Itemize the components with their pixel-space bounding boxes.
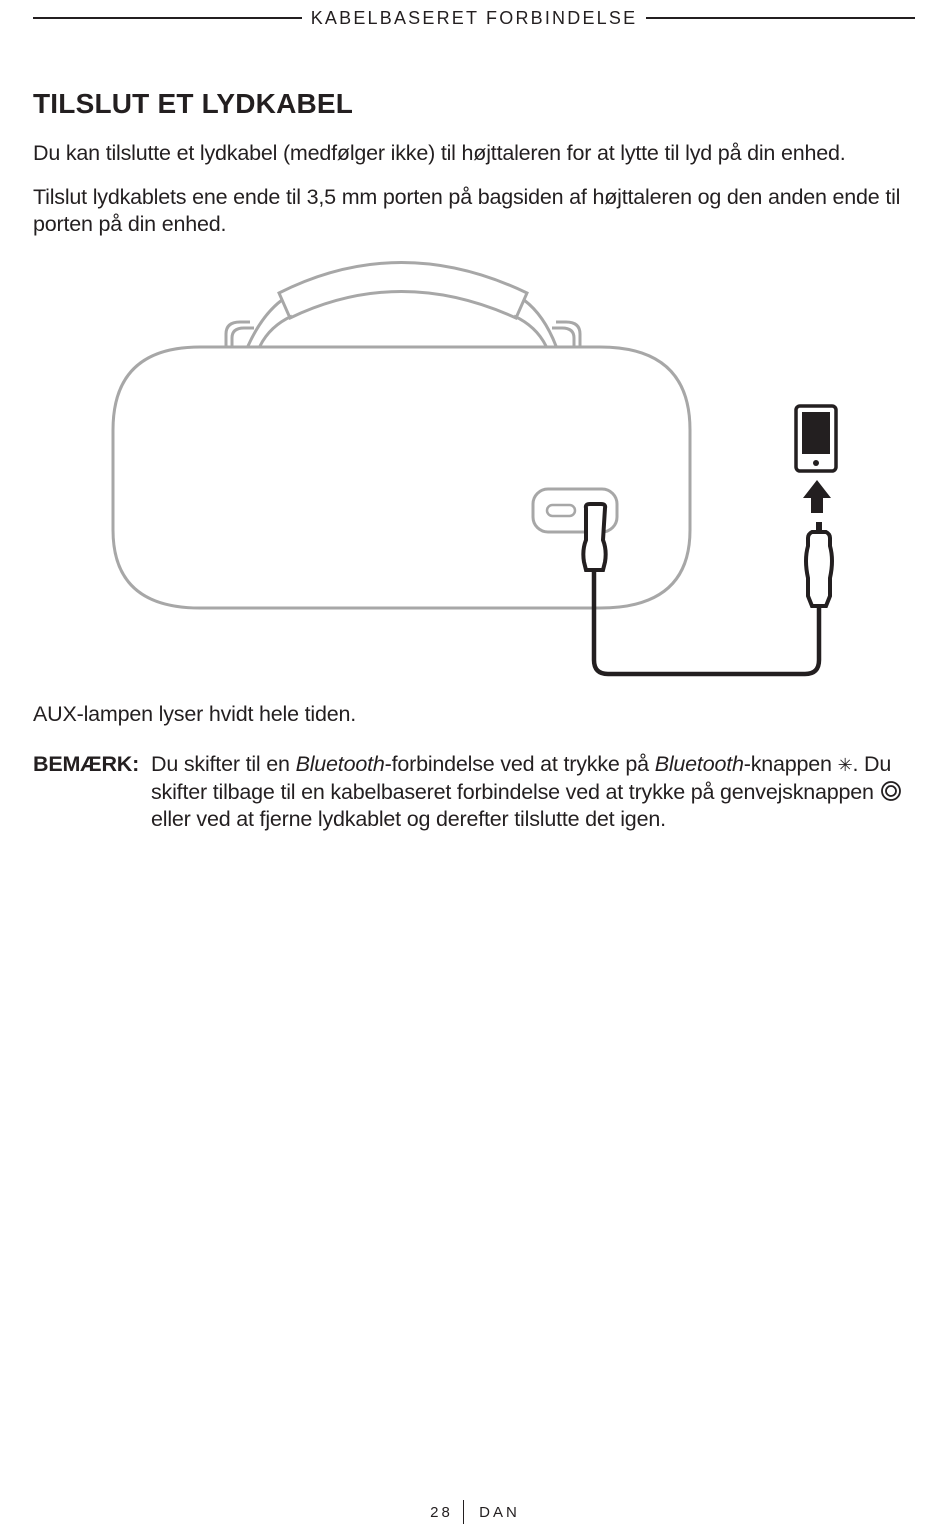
note-text-5: eller ved at fjerne lydkablet og derefter tilslutte det igen. bbox=[151, 807, 666, 831]
arrow-up-icon bbox=[803, 480, 831, 513]
audio-cable-icon bbox=[583, 504, 832, 674]
note-body bbox=[151, 751, 918, 833]
note-label: BEMÆRK: bbox=[33, 752, 140, 776]
header-rule-left bbox=[33, 17, 302, 18]
note-text-2: -forbindelse ved at trykke på bbox=[384, 752, 655, 776]
language-code: DAN bbox=[479, 1503, 520, 1521]
page-footer bbox=[0, 1500, 950, 1524]
speaker-handle bbox=[226, 263, 580, 348]
note-text-3: -knappen bbox=[743, 752, 838, 776]
bluetooth-icon: ✳ bbox=[837, 755, 853, 776]
section-header bbox=[33, 6, 915, 30]
note-bluetooth-term-1: Bluetooth bbox=[295, 752, 385, 776]
instruction-paragraph: Tilslut lydkablets ene ende til 3,5 mm porten på bagsiden af højttaleren og den anden ende til porten på din enhed. bbox=[33, 185, 901, 236]
header-rule-right bbox=[646, 17, 915, 18]
shortcut-button-icon bbox=[880, 780, 902, 802]
footer-divider bbox=[463, 1500, 464, 1524]
note-text-1: Du skifter til en bbox=[151, 752, 296, 776]
result-paragraph: AUX-lampen lyser hvidt hele tiden. bbox=[33, 702, 357, 726]
note-text-4: . Du skifter tilbage til en kabelbaseret forbindelse ved at trykke på genvejsknappen bbox=[151, 752, 892, 804]
page-heading: TILSLUT ET LYDKABEL bbox=[33, 88, 354, 119]
note-bluetooth-term-2: Bluetooth bbox=[654, 752, 744, 776]
note-block bbox=[33, 751, 918, 833]
page-number: 28 bbox=[430, 1503, 453, 1521]
section-title: KABELBASERET FORBINDELSE bbox=[310, 7, 638, 28]
intro-paragraph: Du kan tilslutte et lydkabel (medfølger ikke) til højttaleren for at lytte til lyd på din enhed. bbox=[33, 141, 846, 165]
mobile-device-icon bbox=[796, 406, 836, 471]
speaker-back-illustration bbox=[0, 250, 950, 685]
